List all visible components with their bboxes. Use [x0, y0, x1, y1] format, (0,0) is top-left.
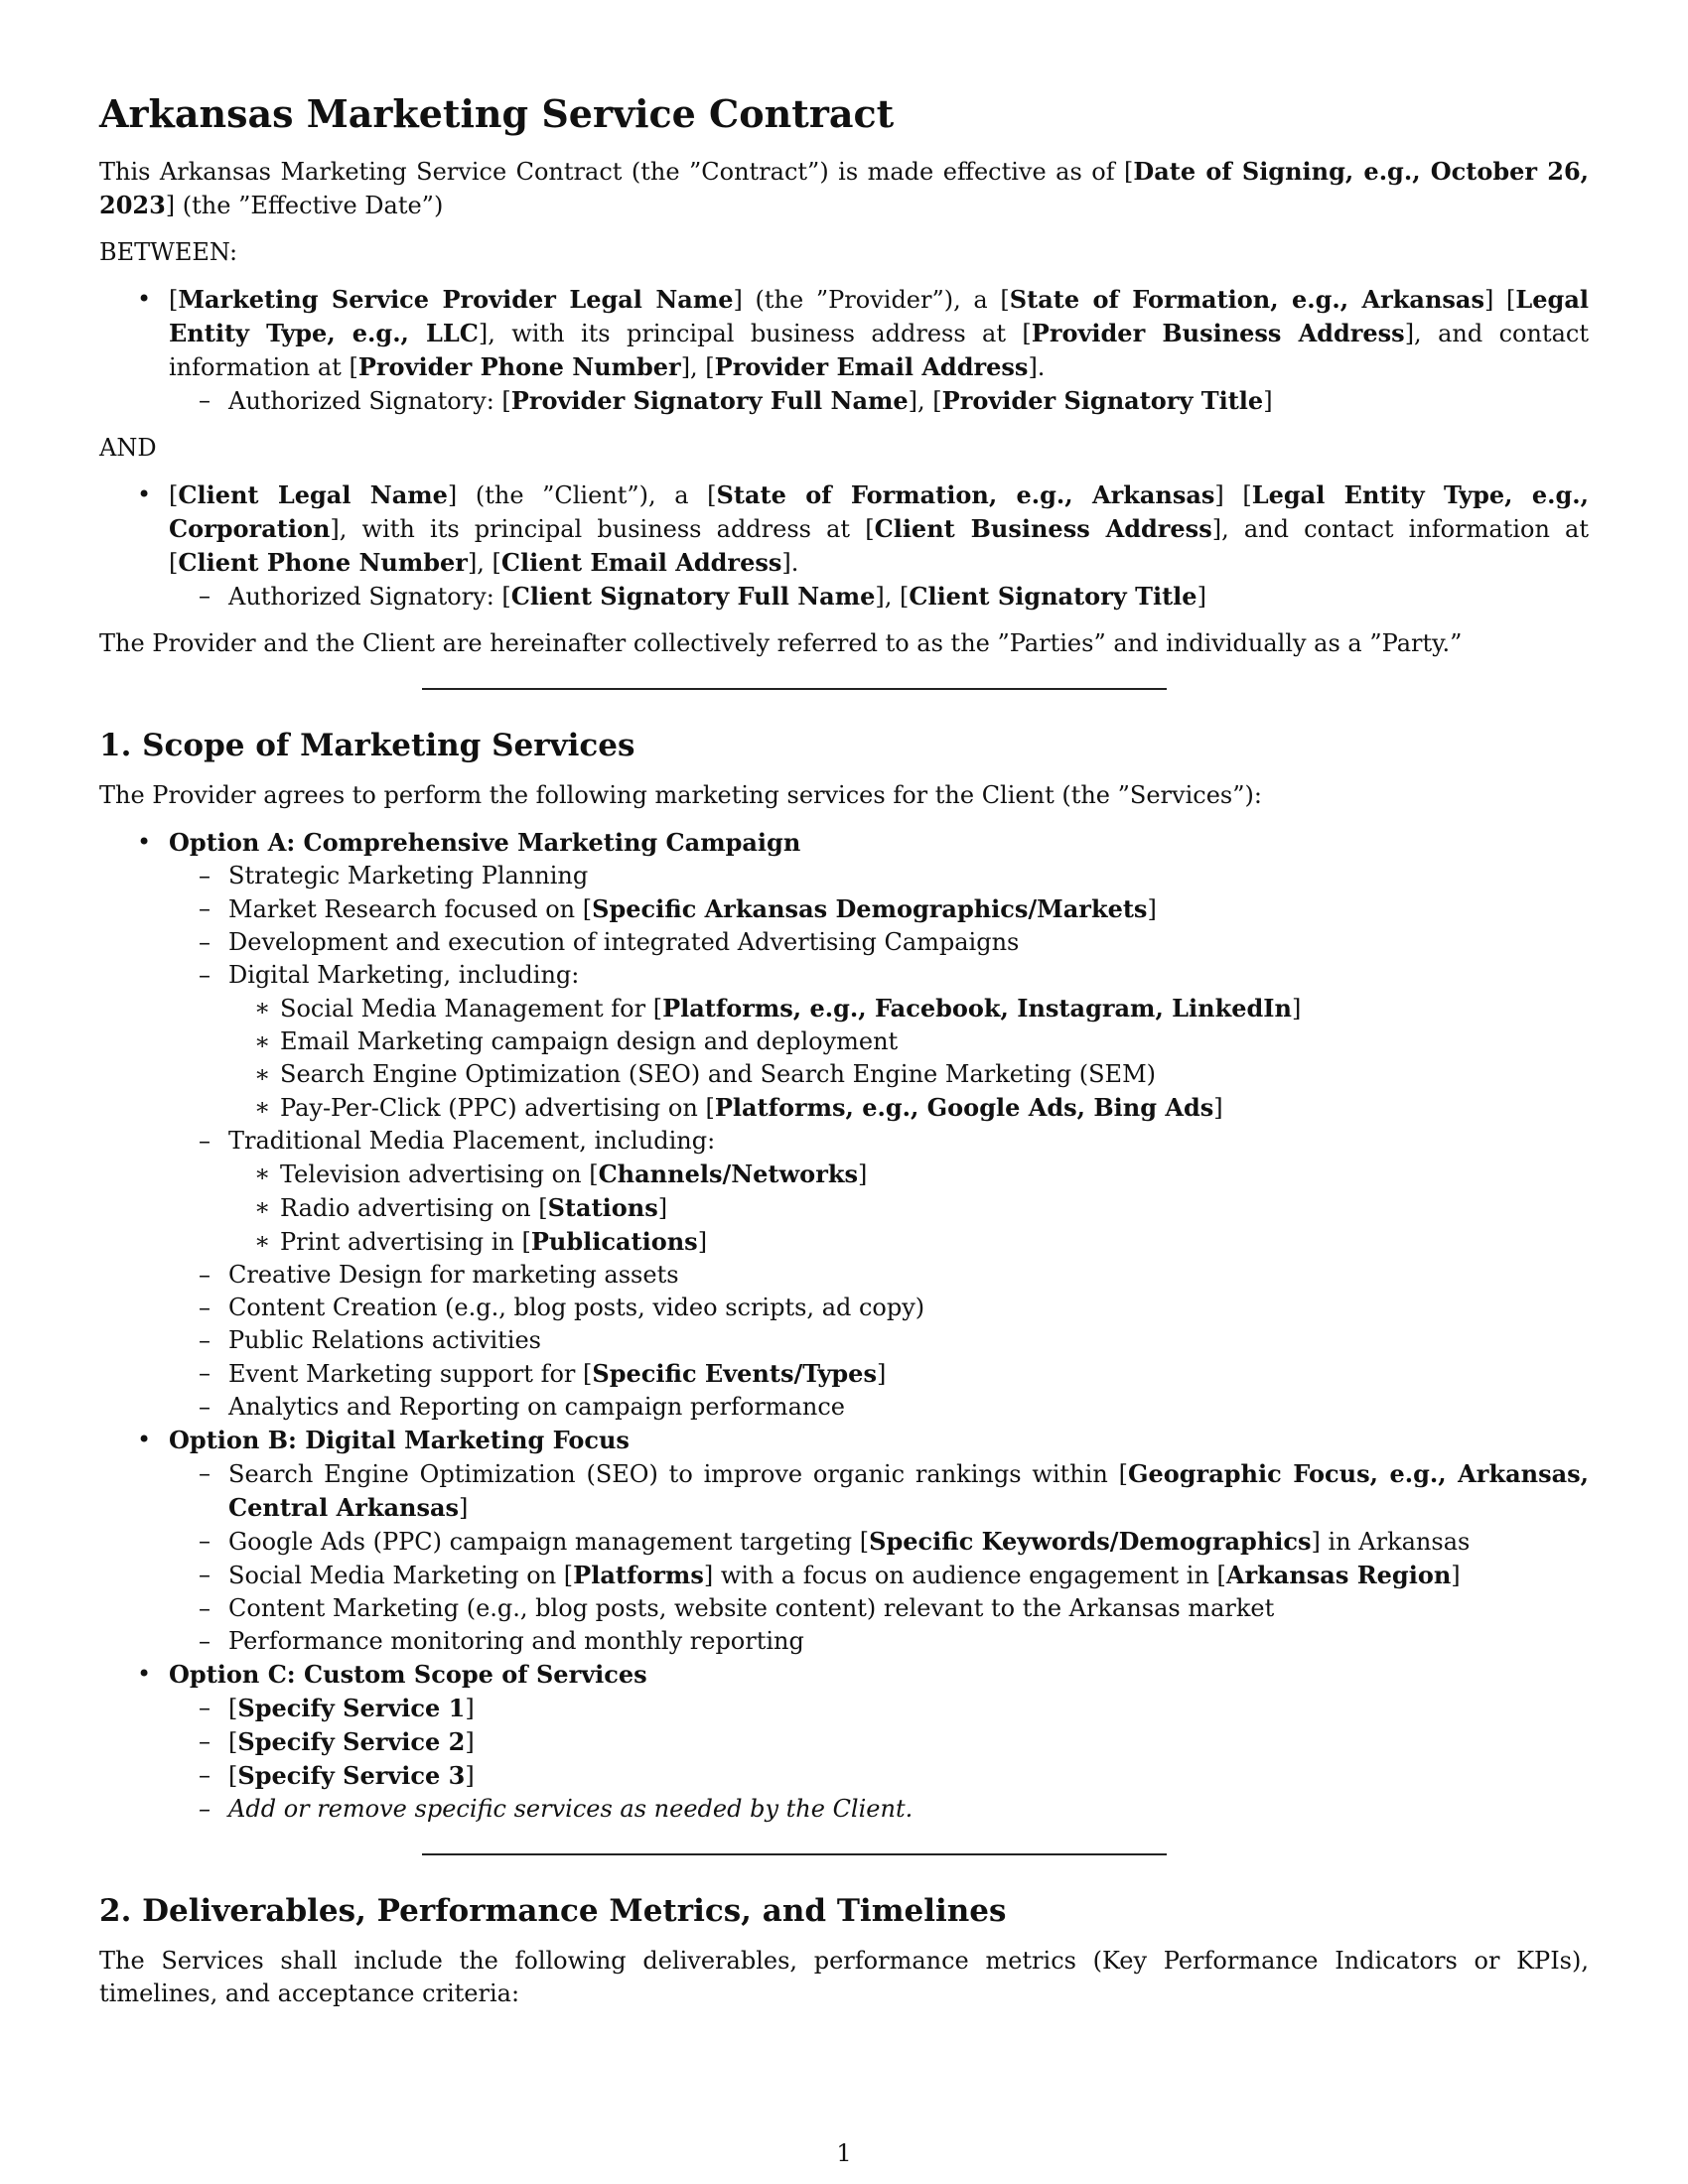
- option-b-item: [99, 1424, 1589, 1658]
- traditional-label: Traditional Media Placement, including:: [228, 1127, 716, 1155]
- tv-text: Television advertising on [: [280, 1160, 599, 1188]
- list-item: – Market Research focused on [Specific Arkansas Demographics/Markets]: [169, 892, 1589, 926]
- b-social-region-placeholder: Arkansas Region: [1225, 1561, 1452, 1589]
- print-placeholder: Publications: [530, 1227, 698, 1256]
- list-item: ∗ Print advertising in [Publications]: [228, 1225, 1589, 1259]
- option-a-title: Option A: Comprehensive Marketing Campaign: [169, 828, 801, 857]
- provider-email-placeholder: Provider Email Address: [714, 352, 1029, 381]
- list-item: – Development and execution of integrated Advertising Campaigns: [169, 926, 1589, 959]
- list-item: – Analytics and Reporting on campaign performance: [169, 1391, 1589, 1424]
- provider-name-placeholder: Marketing Service Provider Legal Name: [178, 285, 734, 314]
- client-signatory-name: Client Signatory Full Name: [510, 582, 876, 611]
- section-divider: [422, 1853, 1167, 1855]
- client-list: [99, 478, 1589, 614]
- event-text: Event Marketing support for [: [228, 1360, 593, 1388]
- provider-phone-placeholder: Provider Phone Number: [357, 352, 681, 381]
- provider-address-text: ], with its principal business address at [: [478, 320, 1032, 347]
- section-2-intro: The Services shall include the following deliverables, performance metrics (Key Performance Indicators or KPIs), timelines, and acceptance criteria:: [99, 1947, 1589, 2007]
- provider-item: • [Marketing Service Provider Legal Name] (the ”Provider”), a [State of Formation, e.g., Arkansas] [Legal Entity Type, e.g., LLC], with its principal business address at [Provider Business Address], and contact information at [Provider Phone Number], [Provider Email Address]. – Authorized Signatory: [Provider Signatory Full Name], [Provider Signatory Title]: [99, 283, 1589, 418]
- b-social-placeholder: Platforms: [573, 1561, 704, 1589]
- tv-placeholder: Channels/Networks: [598, 1160, 858, 1188]
- provider-signatory-list: [169, 384, 1589, 418]
- document-title: Arkansas Marketing Service Contract: [99, 91, 895, 136]
- list-item: ∗ Email Marketing campaign design and deployment: [228, 1025, 1589, 1058]
- contract-page: [99, 79, 1589, 2024]
- b-ads-placeholder: Specific Keywords/Demographics: [869, 1527, 1312, 1556]
- section-divider: [422, 688, 1167, 690]
- option-a-item: [99, 826, 1589, 1424]
- social-placeholder: Platforms, e.g., Facebook, Instagram, LinkedIn: [662, 994, 1292, 1023]
- page-number: 1: [836, 2139, 852, 2167]
- list-item: ∗ Radio advertising on [Stations]: [228, 1191, 1589, 1225]
- provider-signatory-title: Provider Signatory Title: [941, 386, 1264, 415]
- option-c-item: [99, 1658, 1589, 1826]
- provider-list: [99, 283, 1589, 418]
- provider-state-placeholder: State of Formation, e.g., Arkansas: [1009, 285, 1484, 314]
- ppc-text: Pay-Per-Click (PPC) advertising on [: [280, 1094, 715, 1122]
- digital-label: Digital Marketing, including:: [228, 961, 580, 989]
- client-item: • [Client Legal Name] (the ”Client”), a [State of Formation, e.g., Arkansas] [Legal Entity Type, e.g., Corporation], with its principal business address at [Client Business Address], and contact information at [Client Phone Number], [Client Email Address]. – Authorized Signatory: [Client Signatory Full Name], [Client Signatory Title]: [99, 478, 1589, 614]
- client-phone-placeholder: Client Phone Number: [178, 548, 468, 577]
- b-social-mid: ] with a focus on audience engagement in [: [703, 1562, 1226, 1589]
- list-item: – Performance monitoring and monthly reporting: [169, 1625, 1589, 1658]
- list-item: – Content Creation (e.g., blog posts, video scripts, ad copy): [169, 1292, 1589, 1324]
- option-c-services: [169, 1692, 1589, 1826]
- list-item: ∗ Pay-Per-Click (PPC) advertising on [Platforms, e.g., Google Ads, Bing Ads]: [228, 1091, 1589, 1125]
- effective-date-placeholder: Date of Signing, e.g., October 26, 2023: [99, 157, 1590, 219]
- intro-paragraph: [99, 155, 1589, 222]
- intro-prefix: This Arkansas Marketing Service Contract (the ”Contract”) is made effective as of [: [99, 158, 1134, 186]
- list-item: – Event Marketing support for [Specific Events/Types]: [169, 1357, 1589, 1391]
- option-c-title: Option C: Custom Scope of Services: [169, 1660, 647, 1689]
- client-signatory-item: – Authorized Signatory: [Client Signatory Full Name], [Client Signatory Title]: [169, 580, 1589, 614]
- provider-address-placeholder: Provider Business Address: [1031, 319, 1405, 347]
- research-text: Market Research focused on [: [228, 895, 593, 923]
- b-seo-text: Search Engine Optimization (SEO) to improve organic rankings within [: [228, 1460, 1128, 1488]
- list-item: – [Specify Service 1]: [169, 1692, 1589, 1725]
- ppc-placeholder: Platforms, e.g., Google Ads, Bing Ads: [714, 1093, 1214, 1122]
- provider-contact-text: ], and contact information at [: [169, 320, 1589, 381]
- service-1-placeholder: Specify Service 1: [237, 1694, 466, 1722]
- client-signatory-title: Client Signatory Title: [909, 582, 1197, 611]
- option-b-services: [169, 1457, 1589, 1658]
- event-placeholder: Specific Events/Types: [592, 1359, 877, 1388]
- services-options-list: [99, 826, 1589, 1826]
- client-address-placeholder: Client Business Address: [874, 514, 1212, 543]
- client-state-placeholder: State of Formation, e.g., Arkansas: [716, 480, 1215, 509]
- print-text: Print advertising in [: [280, 1228, 531, 1256]
- list-item: – Content Marketing (e.g., blog posts, website content) relevant to the Arkansas market: [169, 1592, 1589, 1625]
- option-b-title: Option B: Digital Marketing Focus: [169, 1426, 630, 1454]
- section-2-heading: 2. Deliverables, Performance Metrics, and Timelines: [99, 1893, 1007, 1929]
- intro-suffix: ] (the ”Effective Date”): [165, 192, 444, 219]
- list-item: ∗ Television advertising on [Channels/Networks]: [228, 1158, 1589, 1191]
- research-placeholder: Specific Arkansas Demographics/Markets: [592, 894, 1148, 923]
- list-item: – Add or remove specific services as needed by the Client.: [169, 1793, 1589, 1826]
- client-email-placeholder: Client Email Address: [500, 548, 782, 577]
- provider-signatory-label: Authorized Signatory: [: [228, 387, 511, 415]
- client-entity-placeholder: Legal Entity Type, e.g., Corporation: [169, 480, 1589, 543]
- radio-text: Radio advertising on [: [280, 1194, 548, 1222]
- list-item: – Creative Design for marketing assets: [169, 1259, 1589, 1292]
- between-label: BETWEEN:: [99, 238, 238, 266]
- b-ads-suffix: ] in Arkansas: [1311, 1528, 1471, 1556]
- radio-placeholder: Stations: [547, 1193, 658, 1222]
- service-3-placeholder: Specify Service 3: [237, 1761, 466, 1790]
- list-item: ∗ Social Media Management for [Platforms, e.g., Facebook, Instagram, LinkedIn]: [228, 992, 1589, 1025]
- list-item: – Social Media Marketing on [Platforms] with a focus on audience engagement in [Arkansas Region]: [169, 1559, 1589, 1592]
- b-seo-placeholder: Geographic Focus, e.g., Arkansas, Central Arkansas: [228, 1459, 1589, 1522]
- section-1-intro: The Provider agrees to perform the following marketing services for the Client (the ”Services”):: [99, 781, 1262, 809]
- list-item: [169, 1525, 1589, 1559]
- client-role-text: ] (the ”Client”), a [: [447, 481, 717, 509]
- provider-entity-placeholder: Legal Entity Type, e.g., LLC: [169, 285, 1589, 347]
- b-ads-text: Google Ads (PPC) campaign management targeting [: [228, 1528, 870, 1556]
- list-item: – Search Engine Optimization (SEO) to improve organic rankings within [Geographic Focus, e.g., Arkansas, Central Arkansas]: [169, 1457, 1589, 1525]
- b-social-text: Social Media Marketing on [: [228, 1562, 574, 1589]
- list-item: [169, 1125, 1589, 1259]
- client-address-text: ], with its principal business address at [: [330, 515, 875, 543]
- option-a-services: [169, 860, 1589, 1424]
- provider-role-text: ] (the ”Provider”), a [: [733, 286, 1010, 314]
- client-signatory-list: [169, 580, 1589, 614]
- digital-sublist: [228, 992, 1589, 1125]
- social-text: Social Media Management for [: [280, 995, 663, 1023]
- provider-signatory-item: – Authorized Signatory: [Provider Signatory Full Name], [Provider Signatory Title]: [169, 384, 1589, 418]
- list-item: – [Specify Service 2]: [169, 1725, 1589, 1759]
- list-item: – [Specify Service 3]: [169, 1759, 1589, 1793]
- provider-signatory-name: Provider Signatory Full Name: [510, 386, 909, 415]
- client-signatory-label: Authorized Signatory: [: [228, 583, 511, 611]
- list-item: – Strategic Marketing Planning: [169, 860, 1589, 892]
- service-2-placeholder: Specify Service 2: [237, 1727, 466, 1756]
- parties-paragraph: The Provider and the Client are hereinafter collectively referred to as the ”Parties” and individually as a ”Party.”: [99, 629, 1463, 657]
- client-contact-text: ], and contact information at [: [169, 515, 1589, 577]
- list-item: ∗ Search Engine Optimization (SEO) and Search Engine Marketing (SEM): [228, 1058, 1589, 1091]
- client-name-placeholder: Client Legal Name: [178, 480, 448, 509]
- and-label: AND: [99, 434, 157, 462]
- traditional-sublist: [228, 1158, 1589, 1259]
- list-item: [169, 959, 1589, 1125]
- section-1-heading: 1. Scope of Marketing Services: [99, 728, 635, 763]
- list-item: – Public Relations activities: [169, 1324, 1589, 1357]
